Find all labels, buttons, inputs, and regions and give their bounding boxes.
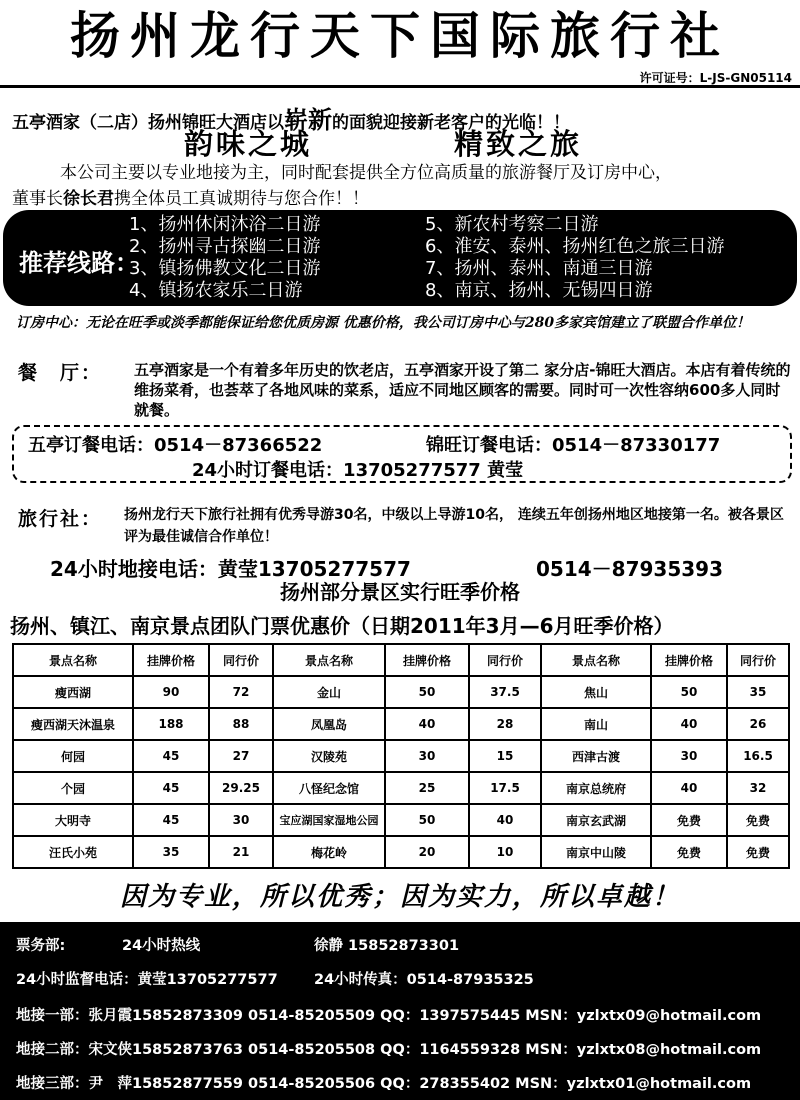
ticket-price-table (12, 643, 790, 869)
table-cell: 免费 (727, 804, 789, 836)
intro-highlight: 崭新 (284, 106, 332, 134)
price-title: 扬州部分景区实行旺季价格 (280, 580, 520, 604)
column-header: 同行价 (469, 644, 541, 676)
recommended-routes (3, 210, 797, 306)
table-cell: 50 (385, 676, 469, 708)
table-cell: 37.5 (469, 676, 541, 708)
dept2-contact: 地接二部：宋文侠15852873763 0514-85205508 QQ：1164559328 MSN：yzlxtx08@hotmail.com (16, 1042, 762, 1058)
table-cell: 南京总统府 (541, 772, 651, 804)
ground-phone-name: 24小时地接电话：黄莹13705277577 (50, 557, 411, 581)
route-item: 8、南京、扬州、无锡四日游 (425, 280, 653, 301)
table-row (13, 804, 789, 836)
table-cell: 32 (727, 772, 789, 804)
route-item: 2、扬州寻古探幽二日游 (129, 236, 321, 257)
footer-slogan: 因为专业，所以优秀；因为实力，所以卓越！ (119, 882, 680, 912)
table-cell: 88 (209, 708, 273, 740)
column-header: 同行价 (209, 644, 273, 676)
table-cell: 凤凰岛 (273, 708, 385, 740)
table-row (13, 740, 789, 772)
table-cell: 何园 (13, 740, 133, 772)
table-cell: 免费 (651, 836, 727, 868)
intro-line-2: 本公司主要以专业地接为主，同时配套提供全方位高质量的旅游餐厅及订房中心， (60, 163, 672, 183)
table-cell: 17.5 (469, 772, 541, 804)
table-row (13, 708, 789, 740)
table-cell: 八怪纪念馆 (273, 772, 385, 804)
contact-footer (0, 922, 800, 1100)
table-cell: 40 (651, 772, 727, 804)
table-cell: 免费 (727, 836, 789, 868)
intro-line-3 (12, 184, 369, 209)
agency-title: 扬州龙行天下国际旅行社 (70, 7, 730, 65)
table-cell: 个园 (13, 772, 133, 804)
intro-text: 董事长 (12, 189, 63, 209)
table-cell: 30 (385, 740, 469, 772)
table-cell: 汉陵苑 (273, 740, 385, 772)
table-cell: 梅花岭 (273, 836, 385, 868)
column-header: 景点名称 (541, 644, 651, 676)
table-row (13, 676, 789, 708)
table-cell: 21 (209, 836, 273, 868)
table-cell: 30 (209, 804, 273, 836)
table-row (13, 772, 789, 804)
table-cell: 188 (133, 708, 209, 740)
supervise-phone: 24小时监督电话：黄莹13705277577 (16, 972, 278, 988)
column-header: 景点名称 (13, 644, 133, 676)
price-subtitle: 扬州、镇江、南京景点团队门票优惠价（日期2011年3月—6月旺季价格） (10, 614, 674, 638)
table-cell: 45 (133, 772, 209, 804)
table-cell: 免费 (651, 804, 727, 836)
ticket-contact: 徐静 15852873301 (314, 938, 460, 954)
table-cell: 金山 (273, 676, 385, 708)
ticket-hotline: 24小时热线 (122, 938, 201, 954)
table-header-row (13, 644, 789, 676)
table-cell: 南京玄武湖 (541, 804, 651, 836)
intro-text: 的面貌迎接新老客户的光临！！ (332, 113, 570, 133)
table-cell: 50 (385, 804, 469, 836)
jinwang-phone: 锦旺订餐电话：0514－87330177 (426, 435, 721, 456)
table-cell: 焦山 (541, 676, 651, 708)
table-cell: 72 (209, 676, 273, 708)
table-cell: 瘦西湖 (13, 676, 133, 708)
dept3-contact: 地接三部：尹 萍15852877559 0514-85205506 QQ：278355402 MSN：yzlxtx01@hotmail.com (16, 1076, 752, 1092)
route-item: 7、扬州、泰州、南通三日游 (425, 258, 653, 279)
agency-label: 旅行社： (18, 508, 103, 530)
table-row (13, 836, 789, 868)
restaurant-description: 五亭酒家是一个有着多年历史的饮老店，五亭酒家开设了第二 家分店-锦旺大酒店。本店有着传统的维扬菜肴，也荟萃了各地风味的菜系，适应不同地区顾客的需要。同时可一次性容纳600多人同时就餐。 (134, 361, 791, 419)
table-cell: 35 (727, 676, 789, 708)
wuting-phone: 五亭订餐电话：0514－87366522 (28, 435, 323, 456)
fax-number: 24小时传真：0514-87935325 (314, 972, 534, 988)
table-cell: 29.25 (209, 772, 273, 804)
route-item: 5、新农村考察二日游 (425, 214, 599, 235)
table-cell: 宝应湖国家湿地公园 (273, 804, 385, 836)
table-cell: 50 (651, 676, 727, 708)
column-header: 同行价 (727, 644, 789, 676)
table-cell: 西津古渡 (541, 740, 651, 772)
column-header: 挂牌价格 (385, 644, 469, 676)
restaurant-24h-phone: 24小时订餐电话：13705277577 黄莹 (192, 460, 524, 481)
restaurant-label: 餐 厅： (18, 362, 103, 384)
table-cell: 45 (133, 804, 209, 836)
slogan-left: 韵味之城 (184, 127, 313, 161)
table-cell: 40 (469, 804, 541, 836)
table-cell: 南京中山陵 (541, 836, 651, 868)
table-cell: 16.5 (727, 740, 789, 772)
table-cell: 15 (469, 740, 541, 772)
table-cell: 27 (209, 740, 273, 772)
route-item: 3、镇扬佛教文化二日游 (129, 258, 321, 279)
slogan-right: 精致之旅 (454, 127, 583, 161)
column-header: 挂牌价格 (133, 644, 209, 676)
booking-center-text: 订房中心：无论在旺季或淡季都能保证给您优质房源 优惠价格，我公司订房中心与280多家宾馆建立了联盟合作单位！ (16, 315, 751, 331)
ground-phone-number: 0514－87935393 (536, 557, 723, 581)
table-cell: 40 (385, 708, 469, 740)
intro-text: 携全体员工真诚期待与您合作！！ (114, 189, 369, 209)
header (0, 0, 800, 88)
intro-text: 五亭酒家（二店）扬州锦旺大酒店以 (12, 113, 284, 133)
table-cell: 40 (651, 708, 727, 740)
routes-label: 推荐线路： (19, 249, 139, 277)
table-cell: 90 (133, 676, 209, 708)
table-cell: 35 (133, 836, 209, 868)
table-cell: 28 (469, 708, 541, 740)
table-cell: 瘦西湖天沐温泉 (13, 708, 133, 740)
restaurant-phone-box (12, 425, 792, 483)
table-cell: 汪氏小苑 (13, 836, 133, 868)
route-item: 1、扬州休闲沐浴二日游 (129, 214, 321, 235)
column-header: 景点名称 (273, 644, 385, 676)
table-cell: 大明寺 (13, 804, 133, 836)
table-cell: 25 (385, 772, 469, 804)
agency-description: 扬州龙行天下旅行社拥有优秀导游30名，中级以上导游10名， 连续五年创扬州地区地接第一名。被各景区评为最佳诚信合作单位！ (124, 507, 784, 545)
route-item: 4、镇扬农家乐二日游 (129, 280, 303, 301)
table-cell: 30 (651, 740, 727, 772)
column-header: 挂牌价格 (651, 644, 727, 676)
table-cell: 20 (385, 836, 469, 868)
route-item: 6、淮安、泰州、扬州红色之旅三日游 (425, 236, 725, 257)
dept1-contact: 地接一部：张月霞15852873309 0514-85205509 QQ：1397575445 MSN：yzlxtx09@hotmail.com (16, 1008, 762, 1024)
table-cell: 10 (469, 836, 541, 868)
table-cell: 26 (727, 708, 789, 740)
chairman-name: 徐长君 (63, 189, 114, 209)
table-cell: 南山 (541, 708, 651, 740)
license-number: 许可证号：L-JS-GN05114 (639, 71, 792, 85)
ticket-dept-label: 票务部: (16, 938, 66, 954)
table-cell: 45 (133, 740, 209, 772)
